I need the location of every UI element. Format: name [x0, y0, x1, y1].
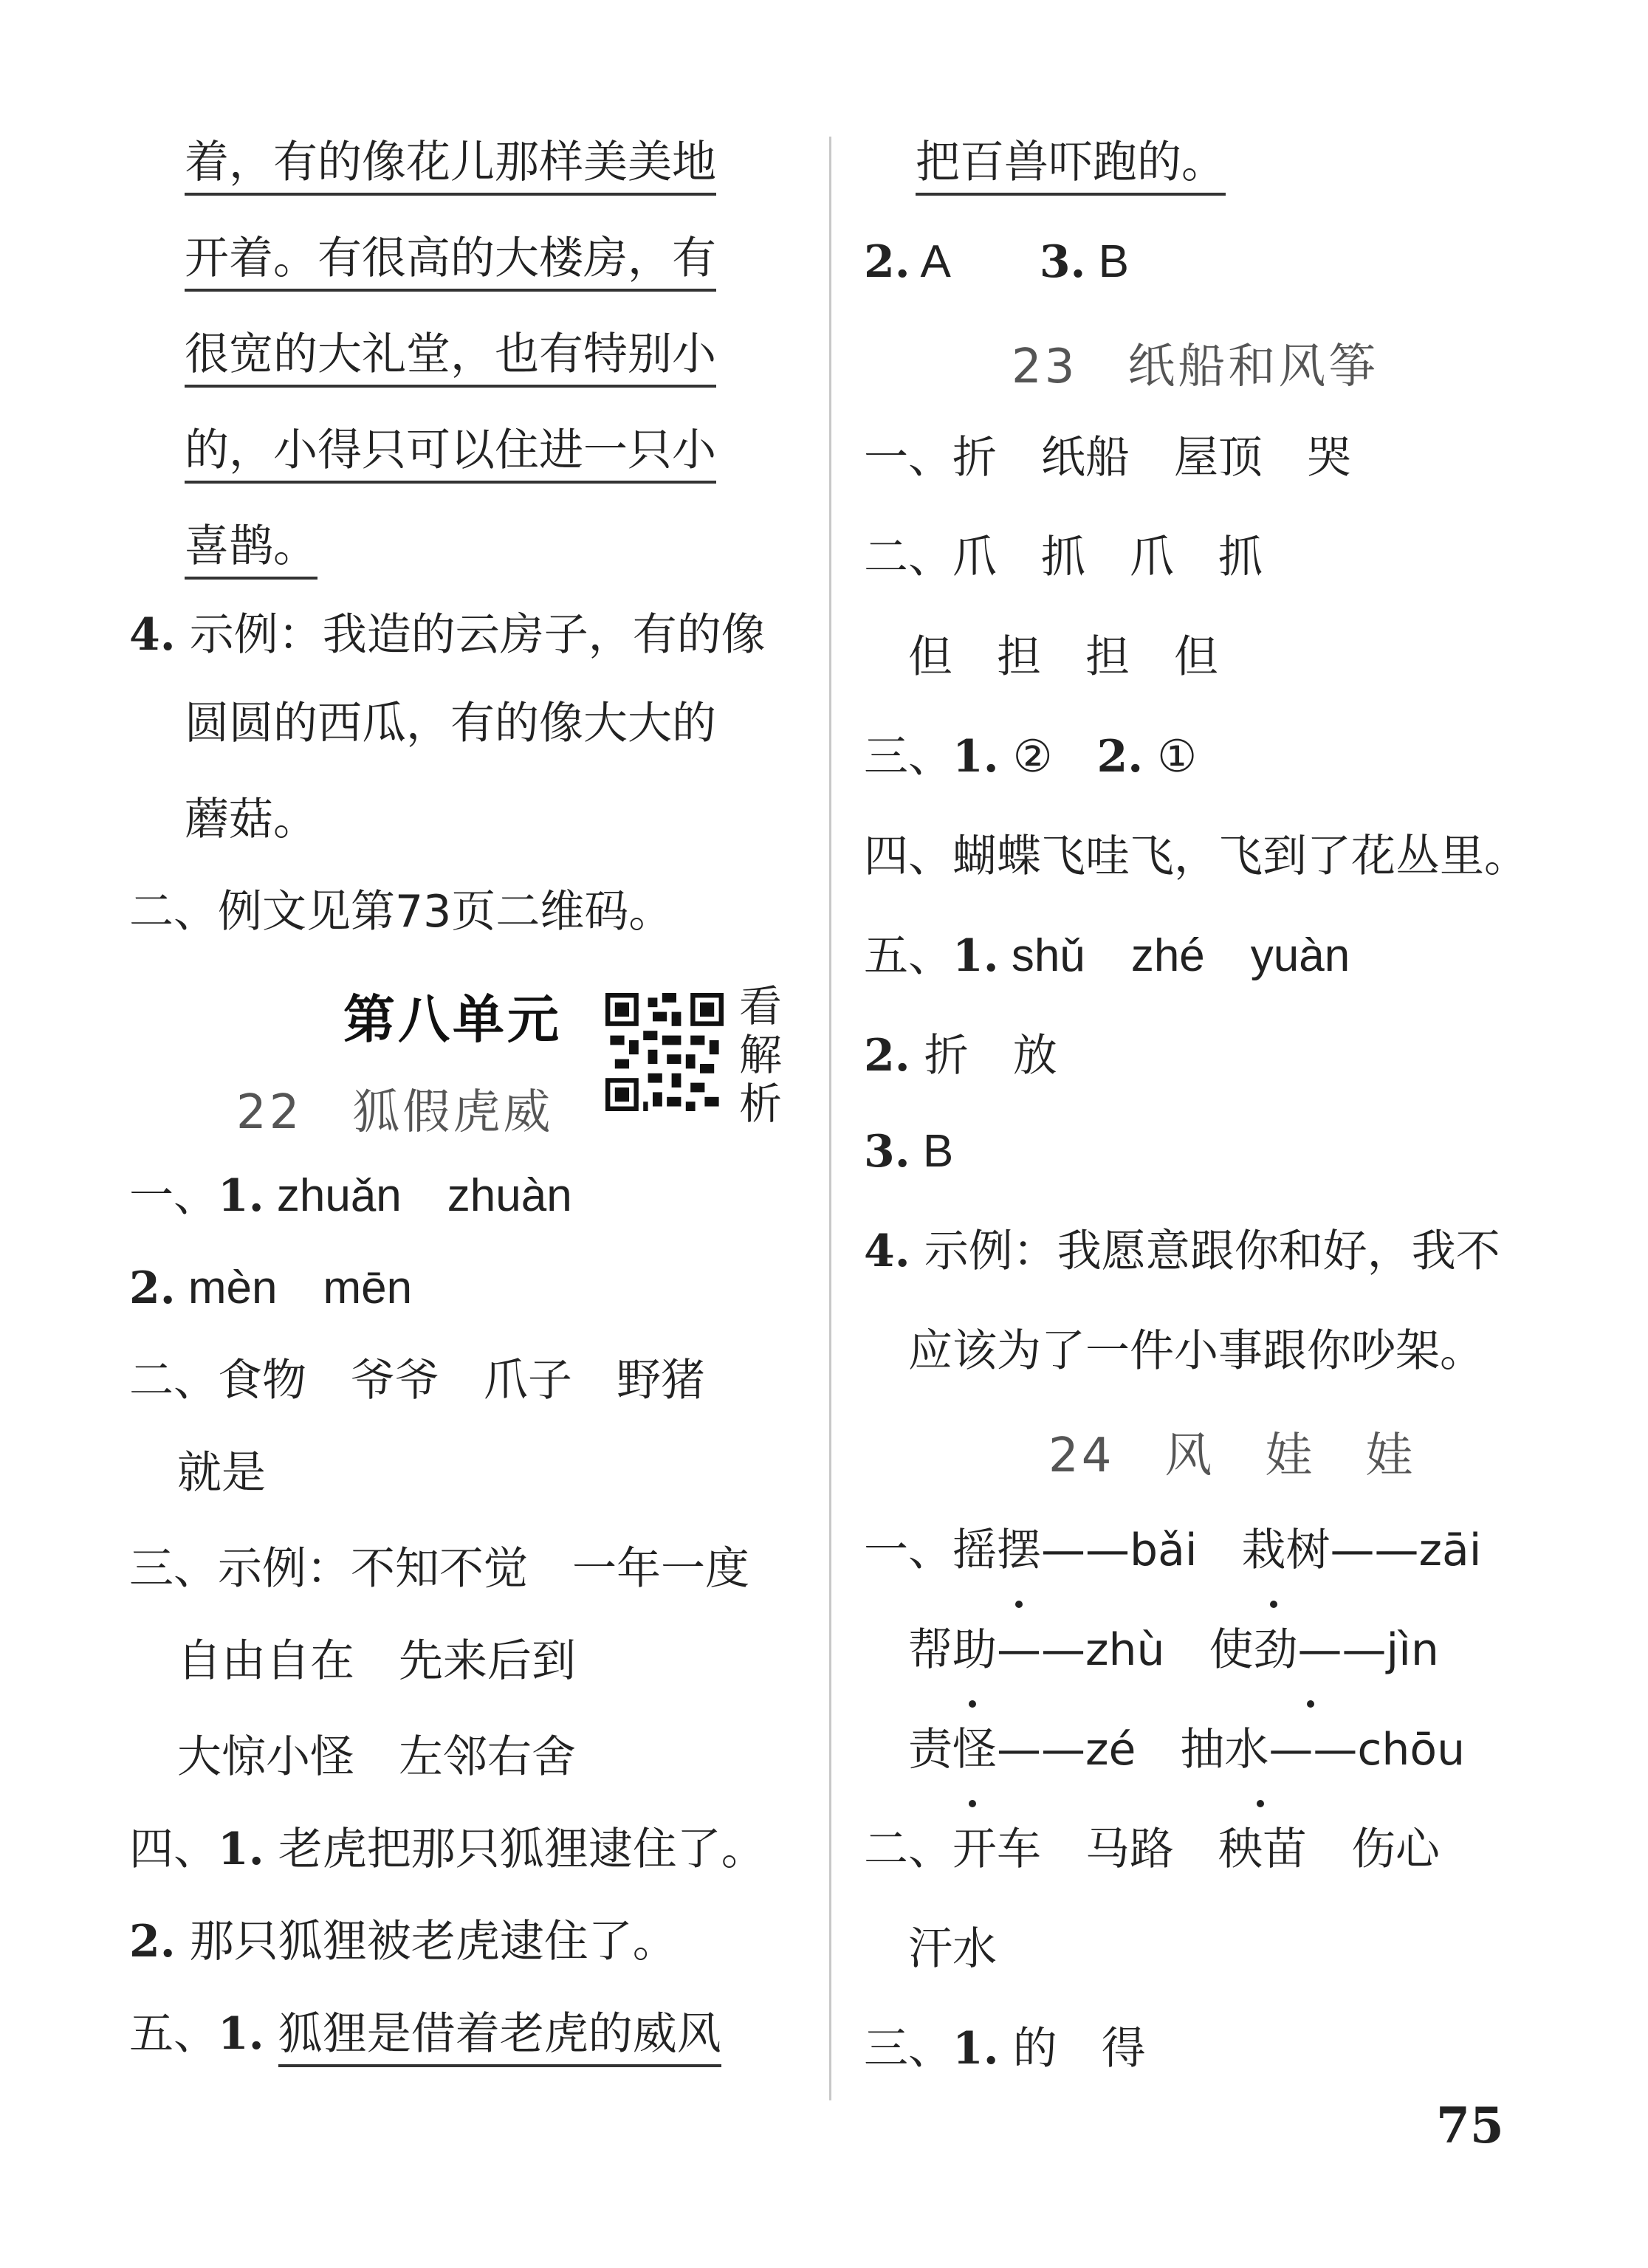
- l23-part5-q4-line: 应该为了一件小事跟你吵架。: [908, 1325, 1484, 1377]
- l24-part3: 三、1. 的 得: [864, 2023, 1146, 2075]
- emphasis-dot: [969, 1700, 976, 1708]
- l24-part1-row: 帮助——zhù 使劲——jìn: [908, 1624, 1439, 1676]
- l22-part1-q2: 2. mèn mēn: [129, 1262, 413, 1314]
- l23-part5-q4: 4. 示例：我愿意跟你和好，我不: [864, 1226, 1500, 1277]
- answer-line: 开着。有很高的大楼房，有: [185, 229, 716, 288]
- qr-caption-char: 解: [738, 1030, 782, 1080]
- lesson-23-title: 23 纸船和风筝: [1012, 340, 1379, 394]
- answer-line: 着，有的像花儿那样美美地: [185, 133, 716, 192]
- qr-code-icon[interactable]: [605, 993, 724, 1111]
- l24-part1-row: 责怪——zé 抽水——chōu: [908, 1724, 1466, 1776]
- l23-part5-q1: 五、1. shǔ zhé yuàn: [864, 930, 1350, 982]
- l23-part1: 一、折 纸船 屋顶 哭: [864, 432, 1351, 484]
- emphasis-dot: [1270, 1601, 1277, 1608]
- l24-part2-line: 汗水: [908, 1923, 997, 1975]
- question-4: 4. 示例：我造的云房子，有的像: [129, 609, 766, 661]
- part-2-answer: 二、例文见第73页二维码。: [129, 886, 673, 938]
- answer-line: 把百兽吓跑的。: [916, 133, 1226, 192]
- l22-answers-2-3: 2. A 3. B: [864, 236, 1130, 288]
- l22-part3-line: 大惊小怪 左邻右舍: [177, 1731, 576, 1783]
- emphasis-dot: [1307, 1700, 1314, 1708]
- l22-part5-q1: 五、1. 狐狸是借着老虎的威风: [129, 2004, 721, 2063]
- unit-title: 第八单元: [343, 989, 562, 1050]
- qr-caption-char: 看: [738, 981, 782, 1031]
- l24-part1-row: 一、摇摆——bǎi 栽树——zāi: [864, 1525, 1482, 1576]
- l22-part3-line: 自由自在 先来后到: [177, 1635, 576, 1687]
- l23-part5-q2: 2. 折 放: [864, 1030, 1057, 1082]
- l22-part4-q1: 四、1. 老虎把那只狐狸逮住了。: [129, 1824, 766, 1875]
- l24-part2: 二、开车 马路 秧苗 伤心: [864, 1824, 1440, 1875]
- l22-part3: 三、示例：不知不觉 一年一度: [129, 1543, 749, 1595]
- lesson-24-title: 24 风 娃 娃: [1048, 1429, 1416, 1483]
- answer-line: 很宽的大礼堂，也有特别小: [185, 325, 716, 384]
- emphasis-dot: [969, 1800, 976, 1807]
- emphasis-dot: [1015, 1601, 1023, 1608]
- emphasis-dot: [1257, 1800, 1264, 1807]
- question-4-line: 蘑菇。: [185, 794, 317, 845]
- qr-caption-char: 析: [738, 1079, 782, 1129]
- l23-part2: 二、爪 抓 爪 抓: [864, 532, 1263, 583]
- qr-caption: [735, 982, 786, 1128]
- answer-line: 喜鹊。: [185, 517, 317, 576]
- l22-part2: 二、食物 爷爷 爪子 野猪: [129, 1355, 705, 1406]
- answer-line: 的，小得只可以住进一只小: [185, 421, 716, 480]
- l22-part4-q2: 2. 那只狐狸被老虎逮住了。: [129, 1916, 677, 1968]
- l22-part1-q1: 一、1. zhuǎn zhuàn: [129, 1170, 572, 1222]
- l22-part2-line: 就是: [177, 1447, 266, 1499]
- l23-part5-q3: 3. B: [864, 1126, 954, 1178]
- lesson-22-title: 22 狐假虎威: [236, 1085, 554, 1140]
- column-divider: [829, 137, 831, 2100]
- l23-part2-line: 但 担 担 但: [908, 631, 1218, 683]
- page-number: 75: [1436, 2097, 1504, 2154]
- l23-part3: 三、1. ② 2. ①: [864, 731, 1198, 783]
- l23-part4: 四、蝴蝶飞哇飞，飞到了花丛里。: [864, 831, 1528, 882]
- question-4-line: 圆圆的西瓜，有的像大大的: [185, 698, 716, 749]
